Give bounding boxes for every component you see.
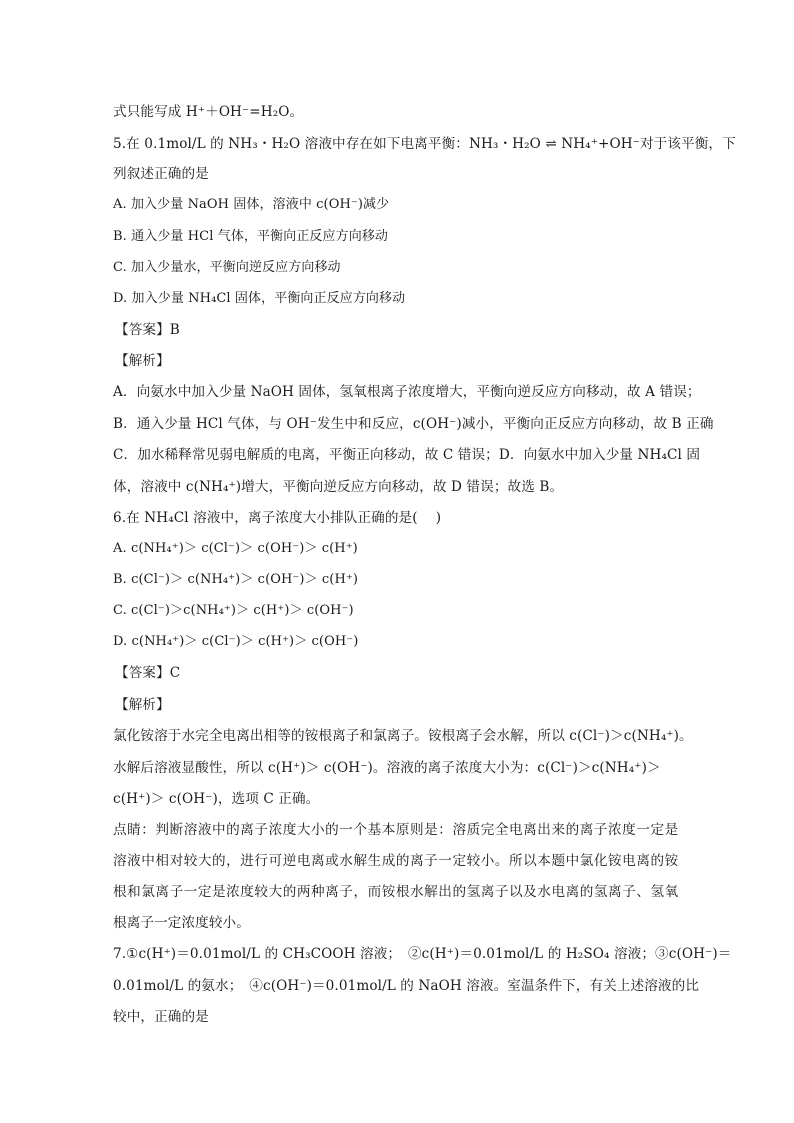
q6-option-b: B. c(Cl⁻)＞ c(NH₄⁺)＞ c(OH⁻)＞ c(H⁺) <box>113 572 359 587</box>
q6-option-d: D. c(NH₄⁺)＞ c(Cl⁻)＞ c(H⁺)＞ c(OH⁻) <box>113 634 359 649</box>
question-7-stem-cont-1: 0.01mol/L 的氨水； ④c(OH⁻)＝0.01mol/L 的 NaOH 溶液。室温条件下，有关上述溶液的比 <box>113 978 700 994</box>
q6-analysis-line-2: 水解后溶液显酸性，所以 c(H⁺)＞ c(OH⁻)。溶液的离子浓度大小为：c(Cl⁻)＞c(NH₄⁺)＞ <box>113 760 661 776</box>
question-6-stem: 6.在 NH₄Cl 溶液中，离子浓度大小排队正确的是( ) <box>113 510 442 526</box>
q5-analysis-line-2: B．通入少量 HCl 气体，与 OH⁻发生中和反应，c(OH⁻)减小，平衡向正反应方向移动，故 B 正确 <box>113 416 714 432</box>
q6-option-c: C. c(Cl⁻)＞c(NH₄⁺)＞ c(H⁺)＞ c(OH⁻) <box>113 603 354 618</box>
q5-analysis-heading: 【解析】 <box>115 353 170 369</box>
q6-answer: 【答案】C <box>115 665 181 681</box>
q6-tip-line-3: 根和氯离子一定是浓度较大的两种离子，而铵根水解出的氢离子以及水电离的氢离子、氢氧 <box>113 884 679 900</box>
question-7-stem-cont-2: 较中，正确的是 <box>113 1009 209 1025</box>
q6-option-a: A. c(NH₄⁺)＞ c(Cl⁻)＞ c(OH⁻)＞ c(H⁺) <box>113 541 358 556</box>
q6-analysis-line-3: c(H⁺)＞ c(OH⁻)，选项 C 正确。 <box>113 791 320 807</box>
q5-analysis-line-4: 体，溶液中 c(NH₄⁺)增大，平衡向逆反应方向移动，故 D 错误；故选 B。 <box>113 479 564 495</box>
q6-analysis-heading: 【解析】 <box>115 697 170 713</box>
q6-tip-line-2: 溶液中相对较大的，进行可逆电离或水解生成的离子一定较小。所以本题中氯化铵电离的铵 <box>113 853 679 869</box>
question-5-stem-cont: 列叙述正确的是 <box>113 166 209 182</box>
q6-tip-line-4: 根离子一定浓度较小。 <box>113 915 250 931</box>
text-line-1: 式只能写成 H⁺＋OH⁻=H₂O。 <box>113 104 304 120</box>
q5-option-c: C. 加入少量水，平衡向逆反应方向移动 <box>113 260 341 275</box>
q6-analysis-line-1: 氯化铵溶于水完全电离出相等的铵根离子和氯离子。铵根离子会水解，所以 c(Cl⁻)＞c(NH₄⁺)。 <box>113 728 693 744</box>
q6-tip-line-1: 点睛：判断溶液中的离子浓度大小的一个基本原则是：溶质完全电离出来的离子浓度一定是 <box>113 822 679 838</box>
q5-option-b: B. 通入少量 HCl 气体，平衡向正反应方向移动 <box>113 229 389 244</box>
q5-option-d: D. 加入少量 NH₄Cl 固体，平衡向正反应方向移动 <box>113 291 406 306</box>
q5-analysis-line-3: C．加水稀释常见弱电解质的电离，平衡正向移动，故 C 错误；D．向氨水中加入少量 NH₄Cl 固 <box>113 447 701 463</box>
q5-analysis-line-1: A．向氨水中加入少量 NaOH 固体，氢氧根离子浓度增大，平衡向逆反应方向移动，故 A 错误； <box>113 384 701 400</box>
q5-answer: 【答案】B <box>115 322 180 338</box>
question-7-stem: 7.①c(H⁺)＝0.01mol/L 的 CH₃COOH 溶液； ②c(H⁺)＝0.01mol/L 的 H₂SO₄ 溶液；③c(OH⁻)＝ <box>113 946 732 962</box>
question-5-stem: 5.在 0.1mol/L 的 NH₃・H₂O 溶液中存在如下电离平衡：NH₃・H₂O ⇌ NH₄⁺+OH⁻对于该平衡，下 <box>113 136 736 152</box>
q5-option-a: A. 加入少量 NaOH 固体，溶液中 c(OH⁻)减少 <box>113 197 390 212</box>
